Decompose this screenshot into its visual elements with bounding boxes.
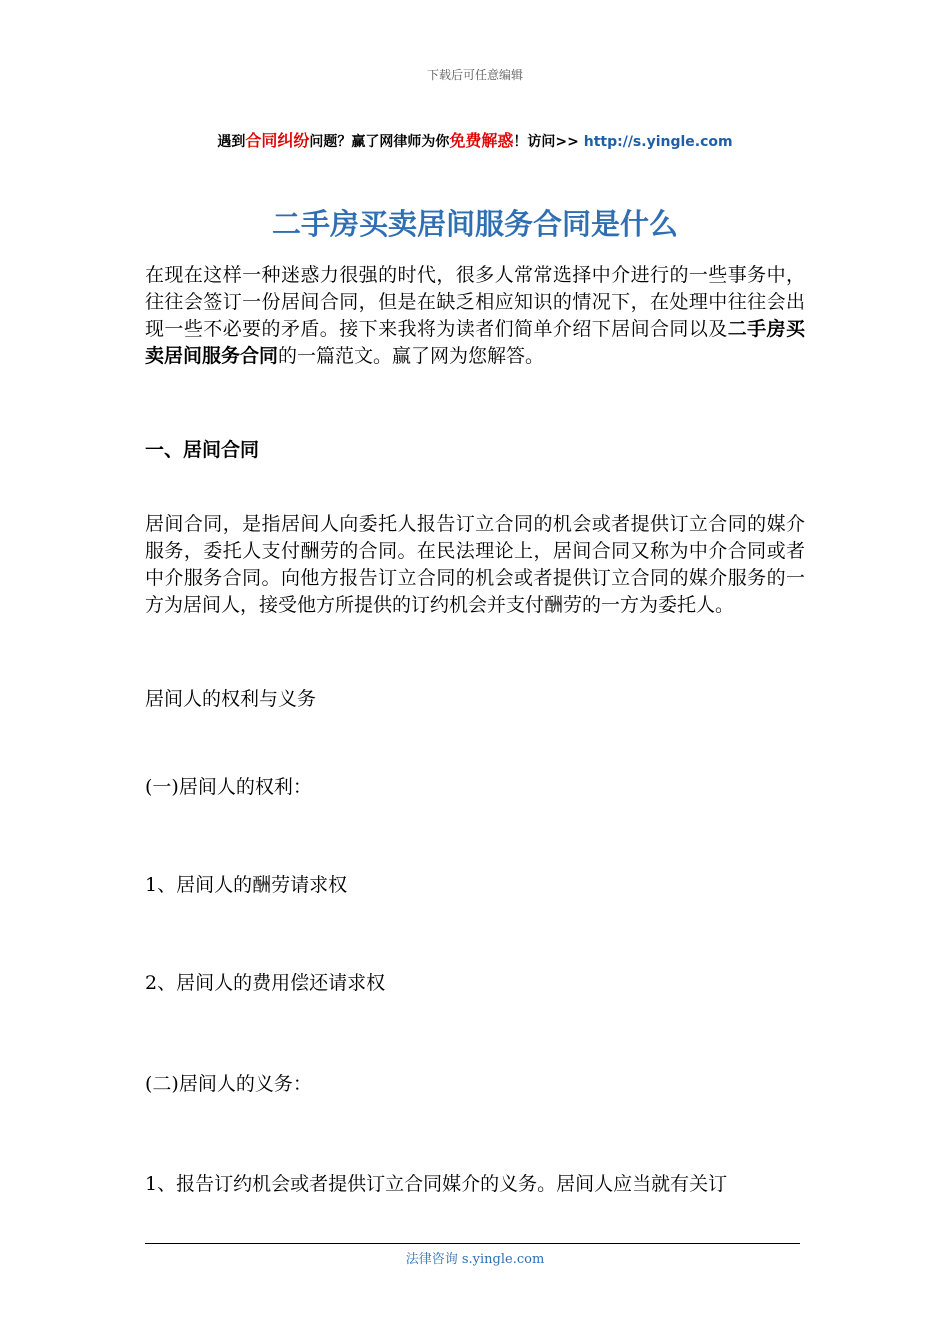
promo-highlight-contract-dispute: 合同纠纷 bbox=[245, 131, 310, 150]
footer-divider bbox=[145, 1243, 800, 1244]
duties-subheading: (二)居间人的义务： bbox=[145, 1073, 312, 1095]
duty-item-1: 1、报告订约机会或者提供订立合同媒介的义务。居间人应当就有关订 bbox=[145, 1173, 728, 1195]
promo-text-2: 问题？赢了网律师为你 bbox=[309, 134, 450, 150]
section-heading-1: 一、居间合同 bbox=[145, 439, 260, 461]
rights-subheading: (一)居间人的权利： bbox=[145, 776, 312, 798]
promo-link[interactable]: http://s.yingle.com bbox=[583, 134, 733, 150]
intro-text-before: 在现在这样一种迷惑力很强的时代，很多人常常选择中介进行的一些事务中，往往会签订一份居间合同，但是在缺乏相应知识的情况下，在处理中往往会出现一些不必要的矛盾。接下来我将为读者们简单介绍下居间合同以及 bbox=[145, 264, 805, 340]
intro-bold-term: 二手房买卖居间服务合同 bbox=[145, 318, 805, 367]
intro-text-after: 的一篇范文。赢了网为您解答。 bbox=[278, 345, 545, 367]
promo-highlight-free: 免费解惑 bbox=[449, 131, 514, 150]
promo-text-1: 遇到 bbox=[217, 134, 246, 150]
promo-text-3: ！访问>> bbox=[513, 134, 579, 150]
header-note: 下载后可任意编辑 bbox=[426, 68, 523, 82]
footer-note: 法律咨询 s.yingle.com bbox=[405, 1252, 545, 1267]
right-item-2: 2、居间人的费用偿还请求权 bbox=[145, 972, 386, 994]
intro-paragraph bbox=[145, 262, 805, 370]
page-title: 二手房买卖居间服务合同是什么 bbox=[271, 207, 678, 241]
promo-banner bbox=[0, 128, 950, 151]
rights-duties-heading: 居间人的权利与义务 bbox=[145, 688, 317, 710]
definition-paragraph: 居间合同，是指居间人向委托人报告订立合同的机会或者提供订立合同的媒介服务，委托人支付酬劳的合同。在民法理论上，居间合同又称为中介合同或者中介服务合同。向他方报告订立合同的机会或者提供订立合同的媒介服务的一方为居间人，接受他方所提供的订约机会并支付酬劳的一方为委托人。 bbox=[145, 513, 805, 616]
right-item-1: 1、居间人的酬劳请求权 bbox=[145, 874, 348, 896]
